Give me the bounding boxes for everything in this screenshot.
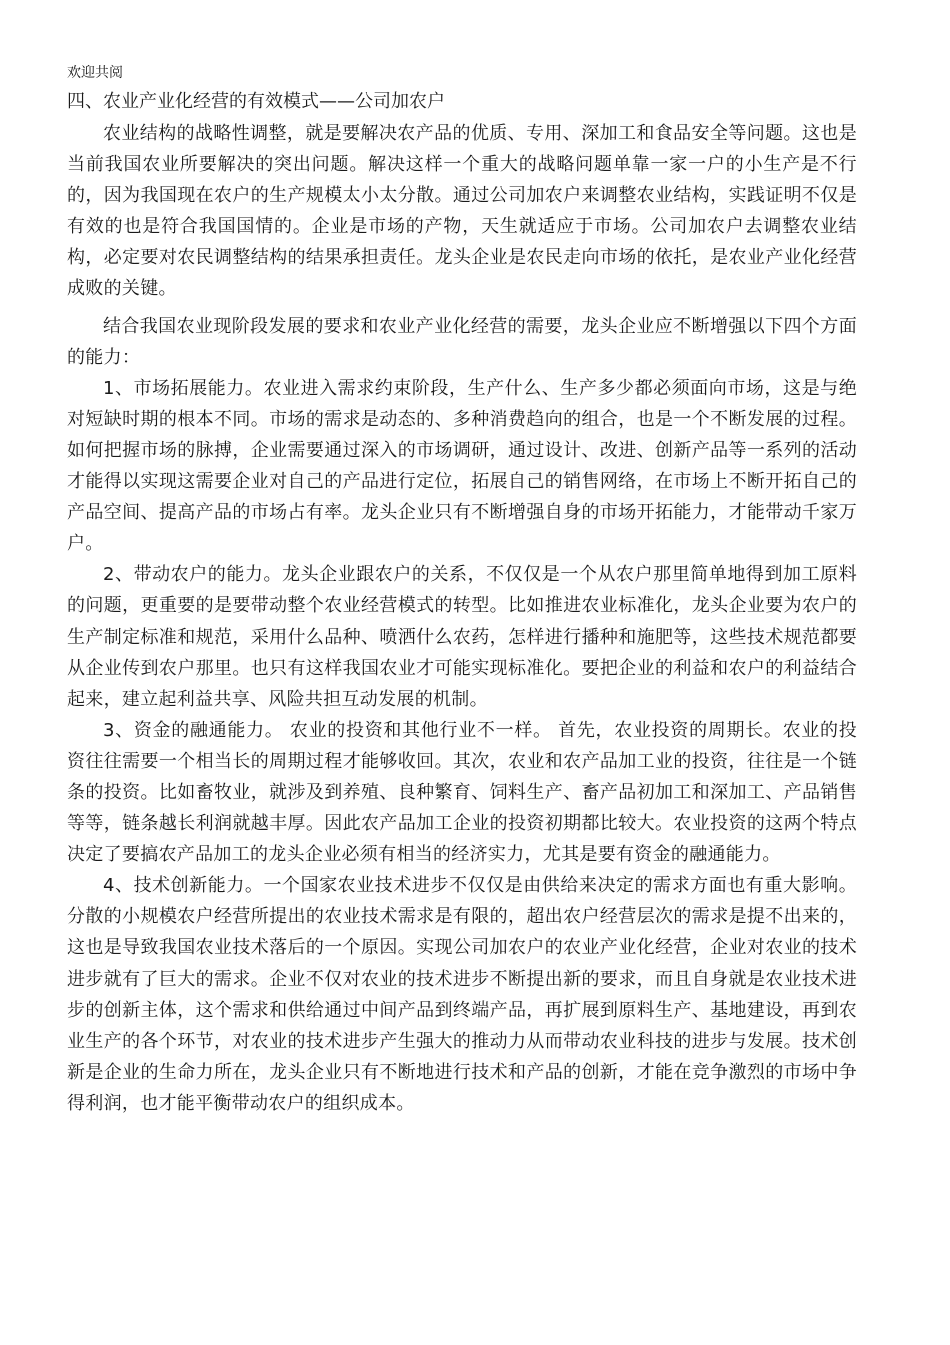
paragraph-farmer-leading: 2、带动农户的能力。龙头企业跟农户的关系，不仅仅是一个从农户那里简单地得到加工原料的问题，更重要的是要带动整个农业经营模式的转型。比如推进农业标准化，龙头企业要为农户的生产制定标准和规范，采用什么品种、喷洒什么农药，怎样进行播种和施肥等，这些技术规范都要从企业传到农户那里。也只有这样我国农业才可能实现标准化。要把企业的利益和农户的利益结合起来，建立起利益共享、风险共担互动发展的机制。: [67, 564, 857, 710]
page-header: 欢迎共阅: [67, 65, 123, 81]
paragraph-financing: 3、资金的融通能力。 农业的投资和其他行业不一样。 首先，农业投资的周期长。农业的投资往往需要一个相当长的周期过程才能够收回。其次，农业和农产品加工业的投资，往往是一个链条的投资。比如畜牧业，就涉及到养殖、良种繁育、饲料生产、畜产品初加工和深加工、产品销售等等，链条越长利润就越丰厚。因此农产品加工企业的投资初期都比较大。农业投资的这两个特点决定了要搞农产品加工的龙头企业必须有相当的经济实力，尤其是要有资金的融通能力。: [67, 719, 857, 866]
section-title: 四、农业产业化经营的有效模式——公司加农户: [67, 91, 445, 112]
paragraph-market-expansion: 1、市场拓展能力。农业进入需求约束阶段，生产什么、生产多少都必须面向市场，这是与绝对短缺时期的根本不同。市场的需求是动态的、多种消费趋向的组合，也是一个不断发展的过程。如何把握市场的脉搏，企业需要通过深入的市场调研，通过设计、改进、创新产品等一系列的活动才能得以实现这需要企业对自己的产品进行定位，拓展自己的销售网络，在市场上不断开拓自己的产品空间、提高产品的市场占有率。龙头企业只有不断增强自身的市场开拓能力，才能带动千家万户。: [67, 377, 857, 555]
paragraph-innovation: 4、技术创新能力。一个国家农业技术进步不仅仅是由供给来决定的需求方面也有重大影响。分散的小规模农户经营所提出的农业技术需求是有限的，超出农户经营层次的需求是提不出来的，这也是导致我国农业技术落后的一个原因。实现公司加农户的农业产业化经营，企业对农业的技术进步就有了巨大的需求。企业不仅对农业的技术进步不断提出新的要求，而且自身就是农业技术进步的创新主体，这个需求和供给通过中间产品到终端产品，再扩展到原料生产、基地建设，再到农业生产的各个环节，对农业的技术进步产生强大的推动力从而带动农业科技的进步与发展。技术创新是企业的生命力所在，龙头企业只有不断地进行技术和产品的创新，才能在竞争激烈的市场中争得利润，也才能平衡带动农户的组织成本。: [67, 875, 857, 1114]
paragraph-intro: 农业结构的战略性调整，就是要解决农产品的优质、专用、深加工和食品安全等问题。这也是当前我国农业所要解决的突出问题。解决这样一个重大的战略问题单靠一家一户的小生产是不行的，因为我国现在农户的生产规模太小太分散。通过公司加农户来调整农业结构，实践证明不仅是有效的也是符合我国国情的。企业是市场的产物，天生就适应于市场。公司加农户去调整农业结构，必定要对农民调整结构的结果承担责任。龙头企业是农民走向市场的依托，是农业产业化经营成败的关键。: [67, 123, 857, 300]
paragraph-capabilities-intro: 结合我国农业现阶段发展的要求和农业产业化经营的需要，龙头企业应不断增强以下四个方面的能力：: [67, 315, 857, 368]
document-page: [67, 62, 857, 1119]
